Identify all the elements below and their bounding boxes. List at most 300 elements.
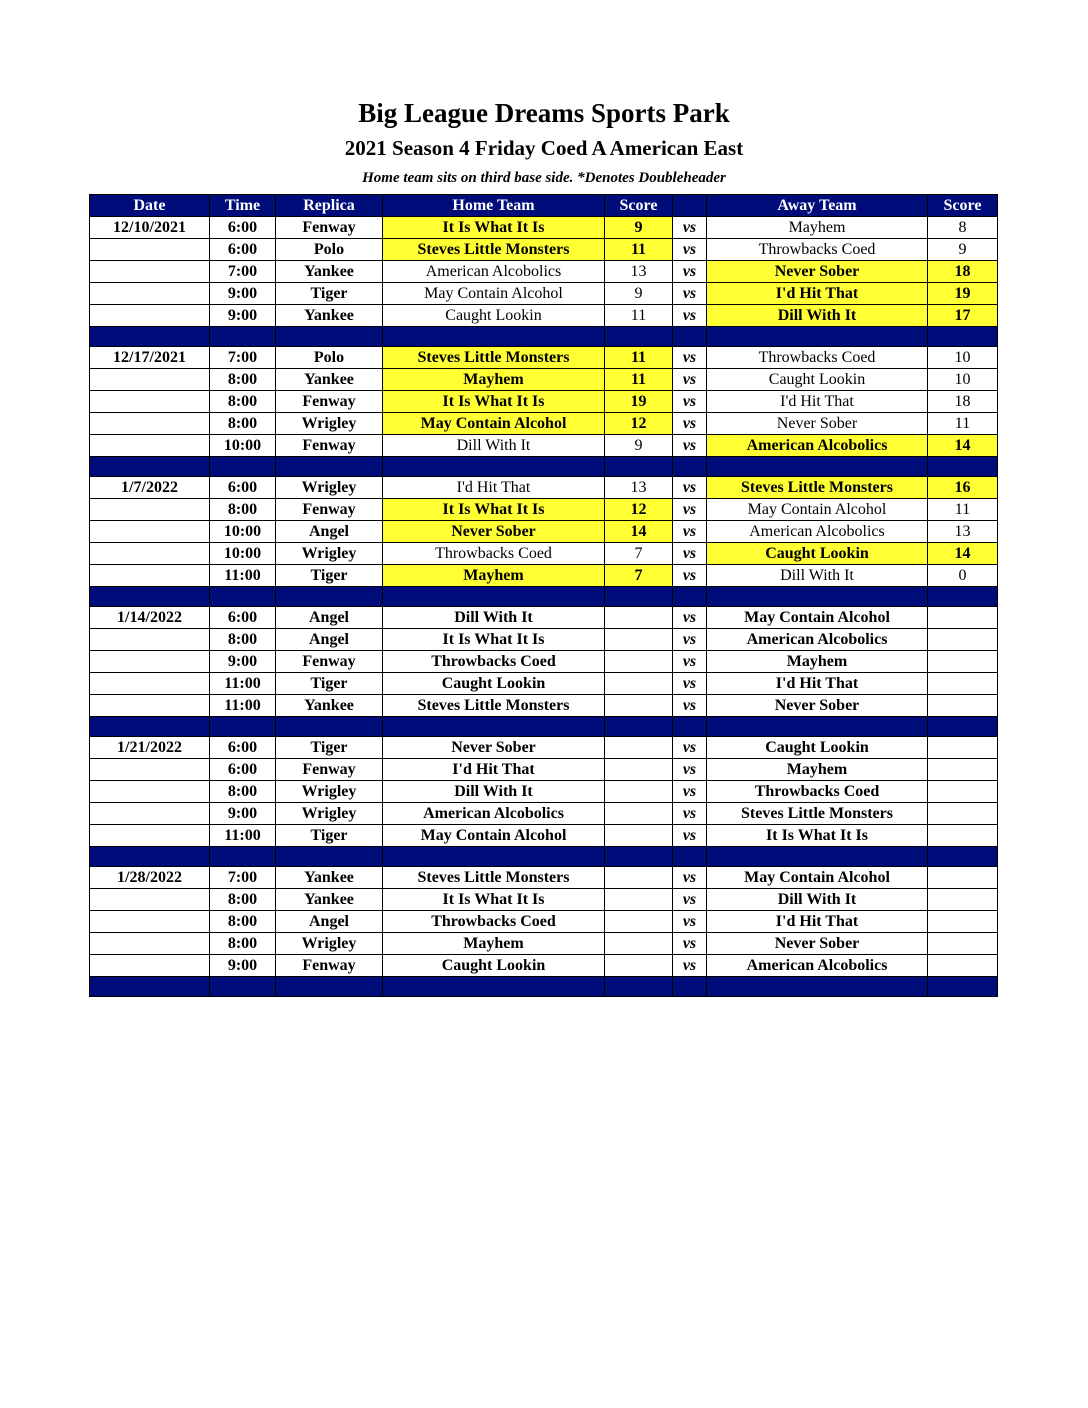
table-row [90,781,998,803]
away-score [928,651,998,673]
home-team: Caught Lookin [383,955,605,977]
separator-cell [707,977,928,997]
separator-cell [673,457,707,477]
vs-label: vs [673,955,707,977]
game-field: Fenway [276,391,383,413]
away-score: 9 [928,239,998,261]
column-header-date: Date [90,195,210,217]
away-team: Never Sober [707,695,928,717]
vs-label: vs [673,239,707,261]
column-header-home-score: Score [605,195,673,217]
game-field: Yankee [276,369,383,391]
game-date: 1/14/2022 [90,607,210,629]
separator-cell [928,457,998,477]
home-team: Throwbacks Coed [383,543,605,565]
home-team: Never Sober [383,737,605,759]
game-field: Tiger [276,565,383,587]
vs-label: vs [673,391,707,413]
vs-label: vs [673,911,707,933]
away-team: Caught Lookin [707,543,928,565]
home-team: Steves Little Monsters [383,239,605,261]
home-team: It Is What It Is [383,217,605,239]
home-team: Never Sober [383,521,605,543]
home-team: Throwbacks Coed [383,651,605,673]
game-date [90,955,210,977]
away-score [928,759,998,781]
separator-cell [210,847,276,867]
table-row [90,673,998,695]
table-row [90,217,998,239]
home-team: It Is What It Is [383,629,605,651]
separator-cell [90,587,210,607]
away-score: 10 [928,347,998,369]
page-subtitle: 2021 Season 4 Friday Coed A American East [344,136,744,160]
separator-cell [673,327,707,347]
away-score [928,673,998,695]
table-row [90,825,998,847]
game-date [90,673,210,695]
game-time: 11:00 [210,695,276,717]
home-score: 11 [605,347,673,369]
away-team: Caught Lookin [707,737,928,759]
away-team: It Is What It Is [707,825,928,847]
home-score: 9 [605,435,673,457]
table-row [90,369,998,391]
home-team: Steves Little Monsters [383,695,605,717]
separator-cell [673,847,707,867]
vs-label: vs [673,477,707,499]
away-team: I'd Hit That [707,391,928,413]
schedule-table [89,194,998,997]
away-team: Throwbacks Coed [707,239,928,261]
separator-cell [90,847,210,867]
game-field: Yankee [276,867,383,889]
game-time: 11:00 [210,825,276,847]
vs-label: vs [673,889,707,911]
vs-label: vs [673,261,707,283]
game-time: 6:00 [210,239,276,261]
home-score [605,673,673,695]
vs-label: vs [673,543,707,565]
away-score [928,911,998,933]
week-separator-row [90,717,998,737]
away-score [928,607,998,629]
away-score: 13 [928,521,998,543]
separator-cell [383,587,605,607]
away-team: Throwbacks Coed [707,781,928,803]
game-time: 6:00 [210,737,276,759]
game-time: 11:00 [210,673,276,695]
home-score [605,629,673,651]
game-date [90,435,210,457]
home-score: 9 [605,283,673,305]
vs-label: vs [673,607,707,629]
column-header-away-team: Away Team [707,195,928,217]
vs-label: vs [673,867,707,889]
separator-cell [605,327,673,347]
away-score: 17 [928,305,998,327]
vs-label: vs [673,781,707,803]
game-field: Tiger [276,283,383,305]
game-field: Fenway [276,217,383,239]
home-score [605,933,673,955]
game-date [90,283,210,305]
game-date [90,369,210,391]
game-time: 9:00 [210,305,276,327]
game-field: Angel [276,911,383,933]
table-row [90,305,998,327]
game-time: 8:00 [210,911,276,933]
separator-cell [707,717,928,737]
column-header-away-score: Score [928,195,998,217]
away-score [928,695,998,717]
game-time: 9:00 [210,651,276,673]
away-score: 0 [928,565,998,587]
away-score: 16 [928,477,998,499]
table-row [90,543,998,565]
vs-label: vs [673,651,707,673]
home-score: 7 [605,565,673,587]
away-score [928,867,998,889]
home-team: Dill With It [383,607,605,629]
game-field: Yankee [276,695,383,717]
home-score: 13 [605,477,673,499]
game-time: 8:00 [210,499,276,521]
vs-label: vs [673,435,707,457]
home-team: I'd Hit That [383,477,605,499]
game-date [90,565,210,587]
table-row [90,239,998,261]
game-date [90,803,210,825]
home-score: 12 [605,413,673,435]
home-team: Mayhem [383,565,605,587]
table-row [90,759,998,781]
game-time: 8:00 [210,369,276,391]
table-row [90,521,998,543]
home-team: May Contain Alcohol [383,413,605,435]
game-field: Angel [276,521,383,543]
away-team: Dill With It [707,305,928,327]
game-time: 6:00 [210,477,276,499]
away-score: 11 [928,413,998,435]
away-score: 8 [928,217,998,239]
away-team: I'd Hit That [707,283,928,305]
separator-cell [383,717,605,737]
away-team: Never Sober [707,261,928,283]
game-date [90,521,210,543]
vs-label: vs [673,369,707,391]
home-team: Caught Lookin [383,305,605,327]
vs-label: vs [673,629,707,651]
game-field: Yankee [276,305,383,327]
vs-label: vs [673,933,707,955]
game-date: 1/7/2022 [90,477,210,499]
away-team: Steves Little Monsters [707,803,928,825]
game-date: 12/17/2021 [90,347,210,369]
home-score: 11 [605,239,673,261]
home-score: 11 [605,305,673,327]
game-time: 6:00 [210,759,276,781]
table-row [90,607,998,629]
table-row [90,261,998,283]
game-date [90,933,210,955]
home-score [605,955,673,977]
game-date [90,759,210,781]
game-date [90,911,210,933]
game-date [90,391,210,413]
game-date [90,695,210,717]
home-team: American Alcobolics [383,261,605,283]
game-field: Fenway [276,955,383,977]
vs-label: vs [673,737,707,759]
game-date [90,651,210,673]
game-field: Fenway [276,651,383,673]
home-team: It Is What It Is [383,391,605,413]
away-score: 14 [928,435,998,457]
page-title: Big League Dreams Sports Park [358,98,730,128]
table-row [90,565,998,587]
game-field: Wrigley [276,803,383,825]
separator-cell [673,717,707,737]
game-date [90,825,210,847]
header-row [90,195,998,217]
separator-cell [605,847,673,867]
away-score: 10 [928,369,998,391]
separator-cell [605,977,673,997]
separator-cell [383,847,605,867]
separator-cell [605,457,673,477]
game-time: 8:00 [210,889,276,911]
home-score [605,825,673,847]
game-time: 8:00 [210,391,276,413]
home-score [605,759,673,781]
game-time: 10:00 [210,543,276,565]
vs-label: vs [673,499,707,521]
game-date [90,239,210,261]
game-field: Angel [276,607,383,629]
away-score [928,933,998,955]
away-score [928,803,998,825]
home-team: Mayhem [383,369,605,391]
separator-cell [90,327,210,347]
week-separator-row [90,847,998,867]
separator-cell [210,457,276,477]
away-team: Caught Lookin [707,369,928,391]
home-score: 19 [605,391,673,413]
home-team: I'd Hit That [383,759,605,781]
home-team: May Contain Alcohol [383,283,605,305]
game-field: Wrigley [276,781,383,803]
separator-cell [605,717,673,737]
separator-cell [210,717,276,737]
table-row [90,955,998,977]
home-team: It Is What It Is [383,889,605,911]
vs-label: vs [673,305,707,327]
game-date: 1/21/2022 [90,737,210,759]
game-time: 7:00 [210,261,276,283]
home-score: 14 [605,521,673,543]
vs-label: vs [673,565,707,587]
game-time: 10:00 [210,435,276,457]
game-time: 9:00 [210,283,276,305]
home-team: Dill With It [383,781,605,803]
home-score [605,867,673,889]
game-time: 10:00 [210,521,276,543]
game-field: Tiger [276,737,383,759]
separator-cell [707,847,928,867]
home-score [605,781,673,803]
game-time: 9:00 [210,803,276,825]
schedule-body [90,217,998,997]
away-team: I'd Hit That [707,911,928,933]
away-score [928,629,998,651]
game-field: Fenway [276,499,383,521]
home-team: May Contain Alcohol [383,825,605,847]
game-date [90,261,210,283]
separator-cell [928,327,998,347]
away-score: 18 [928,391,998,413]
game-date: 1/28/2022 [90,867,210,889]
separator-cell [90,717,210,737]
home-team: Mayhem [383,933,605,955]
game-field: Wrigley [276,543,383,565]
game-time: 6:00 [210,217,276,239]
game-field: Yankee [276,889,383,911]
separator-cell [928,977,998,997]
away-score [928,825,998,847]
game-time: 8:00 [210,413,276,435]
separator-cell [210,587,276,607]
vs-label: vs [673,803,707,825]
away-team: Dill With It [707,565,928,587]
away-team: American Alcobolics [707,521,928,543]
vs-label: vs [673,695,707,717]
vs-label: vs [673,413,707,435]
schedule-note: Home team sits on third base side. *Denotes Doubleheader [362,170,726,186]
away-team: May Contain Alcohol [707,867,928,889]
table-row [90,695,998,717]
away-score [928,955,998,977]
separator-cell [276,847,383,867]
table-row [90,737,998,759]
game-time: 11:00 [210,565,276,587]
game-time: 7:00 [210,867,276,889]
game-field: Tiger [276,825,383,847]
separator-cell [605,587,673,607]
game-time: 8:00 [210,781,276,803]
table-row [90,435,998,457]
away-team: Never Sober [707,933,928,955]
game-field: Angel [276,629,383,651]
game-field: Polo [276,239,383,261]
away-score: 11 [928,499,998,521]
table-row [90,283,998,305]
away-team: American Alcobolics [707,629,928,651]
table-row [90,911,998,933]
table-row [90,477,998,499]
game-date [90,781,210,803]
home-team: Throwbacks Coed [383,911,605,933]
away-team: Mayhem [707,759,928,781]
separator-cell [928,717,998,737]
game-field: Yankee [276,261,383,283]
home-score [605,803,673,825]
separator-cell [210,977,276,997]
vs-label: vs [673,759,707,781]
separator-cell [276,587,383,607]
away-team: I'd Hit That [707,673,928,695]
column-header-replica: Replica [276,195,383,217]
away-team: Mayhem [707,651,928,673]
home-team: It Is What It Is [383,499,605,521]
table-row [90,803,998,825]
away-score: 14 [928,543,998,565]
table-row [90,499,998,521]
game-field: Wrigley [276,933,383,955]
week-separator-row [90,327,998,347]
home-team: American Alcobolics [383,803,605,825]
home-score [605,607,673,629]
vs-label: vs [673,673,707,695]
home-score: 13 [605,261,673,283]
table-row [90,867,998,889]
game-field: Wrigley [276,413,383,435]
vs-label: vs [673,521,707,543]
table-row [90,629,998,651]
separator-cell [673,587,707,607]
game-date: 12/10/2021 [90,217,210,239]
table-row [90,391,998,413]
away-team: Steves Little Monsters [707,477,928,499]
separator-cell [210,327,276,347]
separator-cell [383,977,605,997]
separator-cell [276,457,383,477]
home-team: Caught Lookin [383,673,605,695]
separator-cell [673,977,707,997]
away-team: Mayhem [707,217,928,239]
game-time: 9:00 [210,955,276,977]
week-separator-row [90,587,998,607]
game-date [90,543,210,565]
game-field: Polo [276,347,383,369]
game-date [90,413,210,435]
separator-cell [276,717,383,737]
separator-cell [90,457,210,477]
away-team: Dill With It [707,889,928,911]
home-score [605,651,673,673]
game-date [90,889,210,911]
home-score [605,911,673,933]
game-time: 8:00 [210,933,276,955]
vs-label: vs [673,217,707,239]
separator-cell [928,587,998,607]
home-team: Steves Little Monsters [383,347,605,369]
home-score [605,889,673,911]
home-team: Steves Little Monsters [383,867,605,889]
away-score: 18 [928,261,998,283]
table-row [90,347,998,369]
game-date [90,499,210,521]
separator-cell [383,457,605,477]
table-row [90,933,998,955]
game-field: Wrigley [276,477,383,499]
week-separator-row [90,457,998,477]
game-field: Fenway [276,759,383,781]
home-score: 12 [605,499,673,521]
week-separator-row [90,977,998,997]
table-row [90,889,998,911]
away-score: 19 [928,283,998,305]
